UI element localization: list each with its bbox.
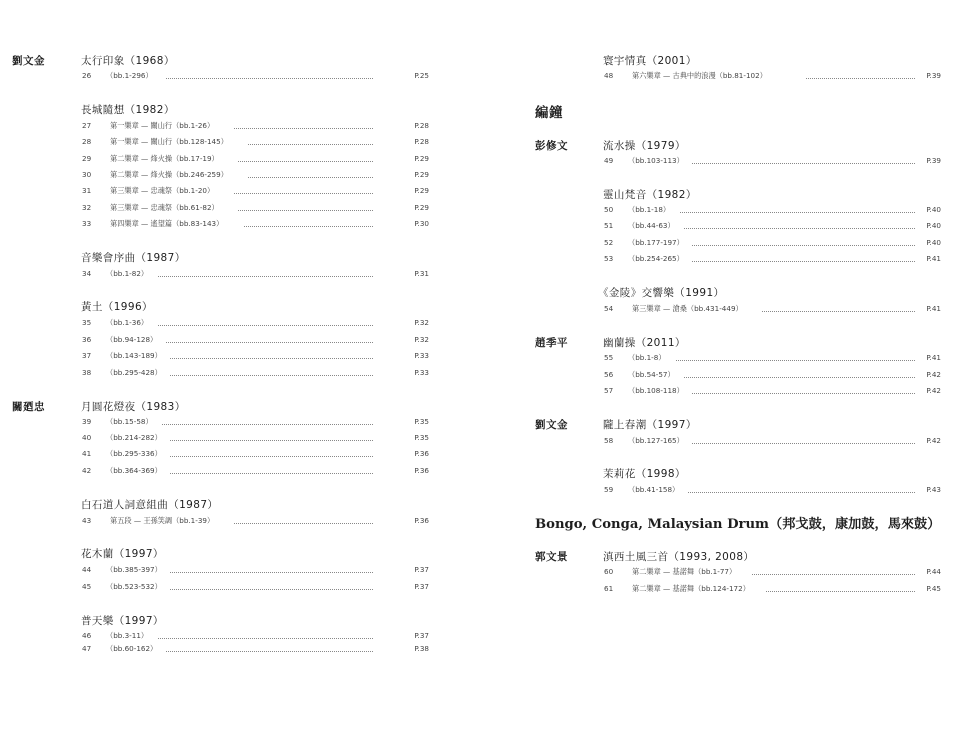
leader-dots <box>762 311 915 312</box>
entry-page: P.33 <box>414 368 429 377</box>
leader-dots <box>692 443 915 444</box>
work-title: 隴上春潮（1997） <box>603 419 697 431</box>
entry-page: P.30 <box>414 219 429 228</box>
leader-dots <box>166 651 373 652</box>
entry-number: 40 <box>82 433 92 442</box>
entry-text: 第二樂章 — 基諾舞（bb.1-77） <box>632 567 737 576</box>
toc-entry <box>82 417 429 429</box>
entry-number: 53 <box>604 254 614 263</box>
leader-dots <box>688 492 915 493</box>
toc-entry <box>82 71 429 83</box>
entry-text: 第三樂章 — 滄桑（bb.431-449） <box>632 304 743 313</box>
work-title: 月圓花燈夜（1983） <box>81 401 186 413</box>
entry-page: P.40 <box>926 221 941 230</box>
entry-number: 46 <box>82 631 92 640</box>
leader-dots <box>806 78 915 79</box>
work-title: 白石道人詞意組曲（1987） <box>81 499 219 511</box>
entry-page: P.29 <box>414 154 429 163</box>
toc-entry <box>82 449 429 461</box>
entry-page: P.41 <box>926 304 941 313</box>
entry-number: 54 <box>604 304 614 313</box>
toc-entry <box>604 238 941 250</box>
leader-dots <box>158 325 373 326</box>
entry-text: （bb.1-82） <box>106 269 149 278</box>
entry-page: P.32 <box>414 335 429 344</box>
section-heading: 編鐘 <box>535 105 563 121</box>
work-title: 普天樂（1997） <box>81 615 164 627</box>
toc-entry <box>604 156 941 168</box>
entry-number: 59 <box>604 485 614 494</box>
work-title: 長城隨想（1982） <box>81 104 175 116</box>
entry-text: （bb.1-296） <box>106 71 153 80</box>
toc-entry <box>82 219 429 231</box>
leader-dots <box>234 523 373 524</box>
toc-entry <box>82 154 429 166</box>
entry-page: P.36 <box>414 516 429 525</box>
entry-number: 26 <box>82 71 92 80</box>
leader-dots <box>684 228 915 229</box>
toc-entry <box>82 466 429 478</box>
work-title: 靈山梵音（1982） <box>603 189 697 201</box>
entry-page: P.39 <box>926 156 941 165</box>
entry-page: P.45 <box>926 584 941 593</box>
work-title: 太行印象（1968） <box>81 55 175 67</box>
entry-number: 34 <box>82 269 92 278</box>
work-title: 滇西土風三首（1993, 2008） <box>603 551 755 563</box>
entry-text: （bb.103-113） <box>628 156 684 165</box>
leader-dots <box>238 161 373 162</box>
entry-text: 第五段 — 王孫笑調（bb.1-39） <box>110 516 215 525</box>
leader-dots <box>234 128 373 129</box>
entry-number: 32 <box>82 203 92 212</box>
leader-dots <box>680 212 915 213</box>
entry-page: P.42 <box>926 370 941 379</box>
toc-entry <box>82 121 429 133</box>
entry-number: 61 <box>604 584 614 593</box>
toc-entry <box>604 436 941 448</box>
entry-page: P.41 <box>926 353 941 362</box>
leader-dots <box>170 358 373 359</box>
leader-dots <box>692 163 915 164</box>
entry-page: P.35 <box>414 433 429 442</box>
leader-dots <box>158 276 373 277</box>
entry-text: （bb.523-532） <box>106 582 162 591</box>
leader-dots <box>170 473 373 474</box>
entry-text: （bb.1-8） <box>628 353 666 362</box>
leader-dots <box>692 245 915 246</box>
entry-page: P.25 <box>414 71 429 80</box>
entry-number: 50 <box>604 205 614 214</box>
work-title: 茉莉花（1998） <box>603 468 686 480</box>
entry-number: 37 <box>82 351 92 360</box>
leader-dots <box>162 424 373 425</box>
entry-text: （bb.254-265） <box>628 254 684 263</box>
work-title: 流水操（1979） <box>603 140 686 152</box>
leader-dots <box>248 177 373 178</box>
composer-name: 彭修文 <box>535 140 568 152</box>
entry-text: 第三樂章 — 忠魂祭（bb.61-82） <box>110 203 219 212</box>
entry-text: （bb.143-189） <box>106 351 162 360</box>
entry-text: 第二樂章 — 烽火操（bb.246-259） <box>110 170 228 179</box>
entry-text: （bb.295-428） <box>106 368 162 377</box>
leader-dots <box>676 360 915 361</box>
leader-dots <box>158 638 373 639</box>
right-page <box>490 0 980 735</box>
leader-dots <box>170 456 373 457</box>
leader-dots <box>170 572 373 573</box>
work-title: 黃土（1996） <box>81 301 153 313</box>
entry-number: 56 <box>604 370 614 379</box>
entry-page: P.38 <box>414 644 429 653</box>
toc-entry <box>604 353 941 365</box>
entry-text: 第四樂章 — 遙望篇（bb.83-143） <box>110 219 224 228</box>
toc-entry <box>604 221 941 233</box>
entry-page: P.40 <box>926 205 941 214</box>
entry-number: 49 <box>604 156 614 165</box>
leader-dots <box>166 78 373 79</box>
entry-number: 52 <box>604 238 614 247</box>
entry-page: P.44 <box>926 567 941 576</box>
entry-page: P.37 <box>414 565 429 574</box>
entry-number: 51 <box>604 221 614 230</box>
toc-entry <box>82 170 429 182</box>
entry-page: P.29 <box>414 203 429 212</box>
composer-name: 趙季平 <box>535 337 568 349</box>
toc-entry <box>82 433 429 445</box>
composer-name: 郭文景 <box>535 551 568 563</box>
work-title: 花木蘭（1997） <box>81 548 164 560</box>
entry-text: （bb.385-397） <box>106 565 162 574</box>
entry-text: （bb.94-128） <box>106 335 158 344</box>
entry-page: P.29 <box>414 186 429 195</box>
toc-entry <box>82 203 429 215</box>
entry-text: （bb.54-57） <box>628 370 675 379</box>
leader-dots <box>234 193 373 194</box>
entry-page: P.39 <box>926 71 941 80</box>
entry-page: P.42 <box>926 436 941 445</box>
entry-text: （bb.364-369） <box>106 466 162 475</box>
entry-text: 第三樂章 — 忠魂祭（bb.1-20） <box>110 186 215 195</box>
leader-dots <box>684 377 915 378</box>
leader-dots <box>170 440 373 441</box>
toc-entry <box>82 644 429 656</box>
toc-entry <box>82 368 429 380</box>
entry-number: 41 <box>82 449 92 458</box>
toc-entry <box>82 269 429 281</box>
toc-entry <box>604 370 941 382</box>
toc-entry <box>82 565 429 577</box>
toc-entry <box>604 71 941 83</box>
entry-number: 39 <box>82 417 92 426</box>
entry-number: 45 <box>82 582 92 591</box>
section-heading: Bongo, Conga, Malaysian Drum（邦戈鼓，康加鼓，馬來鼓） <box>535 517 941 532</box>
entry-number: 57 <box>604 386 614 395</box>
leader-dots <box>244 226 373 227</box>
leader-dots <box>170 375 373 376</box>
toc-entry <box>604 584 941 596</box>
composer-name: 關廼忠 <box>12 401 45 413</box>
entry-number: 44 <box>82 565 92 574</box>
toc-entry <box>604 254 941 266</box>
entry-number: 28 <box>82 137 92 146</box>
toc-entry <box>82 137 429 149</box>
composer-name: 劉文金 <box>12 55 45 67</box>
entry-text: 第二樂章 — 烽火操（bb.17-19） <box>110 154 219 163</box>
toc-entry <box>82 582 429 594</box>
entry-number: 36 <box>82 335 92 344</box>
entry-number: 33 <box>82 219 92 228</box>
entry-text: 第一樂章 — 關山行（bb.1-26） <box>110 121 215 130</box>
toc-entry <box>604 485 941 497</box>
toc-entry <box>604 567 941 579</box>
work-title: 寰宇情真（2001） <box>603 55 697 67</box>
toc-entry <box>604 386 941 398</box>
toc-entry <box>82 186 429 198</box>
entry-number: 60 <box>604 567 614 576</box>
entry-text: （bb.1-36） <box>106 318 149 327</box>
entry-page: P.36 <box>414 466 429 475</box>
entry-number: 27 <box>82 121 92 130</box>
entry-number: 58 <box>604 436 614 445</box>
entry-text: （bb.214-282） <box>106 433 162 442</box>
entry-text: （bb.41-158） <box>628 485 680 494</box>
entry-text: 第二樂章 — 基諾舞（bb.124-172） <box>632 584 750 593</box>
entry-page: P.36 <box>414 449 429 458</box>
entry-number: 30 <box>82 170 92 179</box>
entry-text: 第一樂章 — 關山行（bb.128-145） <box>110 137 228 146</box>
entry-text: （bb.3-11） <box>106 631 149 640</box>
entry-page: P.43 <box>926 485 941 494</box>
entry-number: 43 <box>82 516 92 525</box>
entry-page: P.28 <box>414 121 429 130</box>
leader-dots <box>170 589 373 590</box>
entry-number: 48 <box>604 71 614 80</box>
entry-number: 29 <box>82 154 92 163</box>
toc-entry <box>82 351 429 363</box>
toc-entry <box>82 631 429 643</box>
toc-entry <box>82 318 429 330</box>
work-title: 幽蘭操（2011） <box>603 337 686 349</box>
work-title: 《金陵》交響樂（1991） <box>598 287 725 299</box>
entry-page: P.41 <box>926 254 941 263</box>
leader-dots <box>766 591 915 592</box>
entry-page: P.31 <box>414 269 429 278</box>
composer-name: 劉文金 <box>535 419 568 431</box>
entry-number: 35 <box>82 318 92 327</box>
entry-text: （bb.108-118） <box>628 386 684 395</box>
leader-dots <box>692 393 915 394</box>
toc-entry <box>604 304 941 316</box>
entry-page: P.29 <box>414 170 429 179</box>
entry-text: （bb.15-58） <box>106 417 153 426</box>
entry-text: （bb.44-63） <box>628 221 675 230</box>
leader-dots <box>692 261 915 262</box>
entry-text: （bb.295-336） <box>106 449 162 458</box>
entry-text: （bb.60-162） <box>106 644 158 653</box>
leader-dots <box>248 144 373 145</box>
entry-page: P.32 <box>414 318 429 327</box>
entry-page: P.35 <box>414 417 429 426</box>
leader-dots <box>238 210 373 211</box>
entry-text: （bb.127-165） <box>628 436 684 445</box>
entry-number: 38 <box>82 368 92 377</box>
toc-entry <box>82 335 429 347</box>
entry-page: P.28 <box>414 137 429 146</box>
entry-text: 第六樂章 — 古典中的浪漫（bb.81-102） <box>632 71 767 80</box>
leader-dots <box>752 574 915 575</box>
entry-page: P.42 <box>926 386 941 395</box>
entry-number: 42 <box>82 466 92 475</box>
toc-entry <box>82 516 429 528</box>
toc-entry <box>604 205 941 217</box>
entry-text: （bb.1-18） <box>628 205 671 214</box>
entry-number: 31 <box>82 186 92 195</box>
entry-number: 47 <box>82 644 92 653</box>
entry-number: 55 <box>604 353 614 362</box>
leader-dots <box>166 342 373 343</box>
entry-page: P.33 <box>414 351 429 360</box>
entry-page: P.37 <box>414 582 429 591</box>
work-title: 音樂會序曲（1987） <box>81 252 186 264</box>
entry-page: P.37 <box>414 631 429 640</box>
entry-page: P.40 <box>926 238 941 247</box>
entry-text: （bb.177-197） <box>628 238 684 247</box>
